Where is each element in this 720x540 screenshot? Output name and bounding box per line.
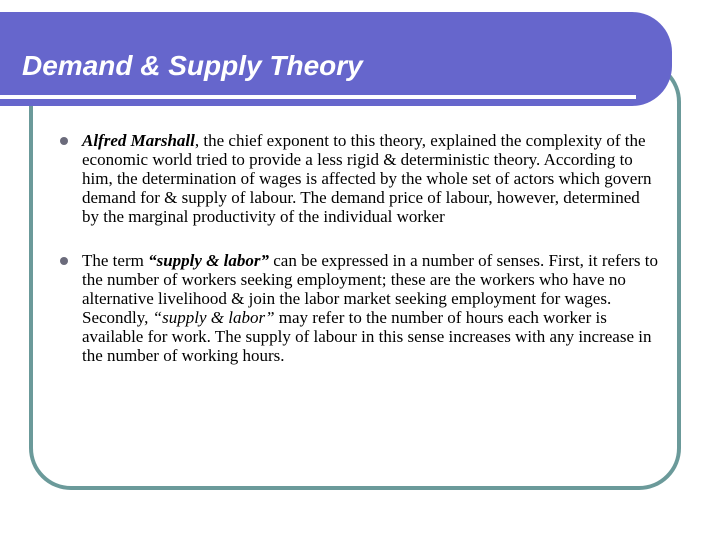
bullet-item-supply-labor: [60, 251, 660, 365]
bullet-dot-icon: [60, 257, 68, 265]
bullet-text-part-c: may refer to the number of hours each worker is available for work. The supply of labour in this sense increases with any increase in the number of working hours.: [82, 308, 652, 365]
bullet-item-marshall: [60, 131, 660, 226]
bullet-text: , the chief exponent to this theory, explained the complexity of the economic world tried to provide a less rigid & deterministic theory. According to him, the determination of wages is affected by the whole set of actors which govern demand for & supply of labour. The demand price of labour, however, determined by the marginal productivity of the individual worker: [82, 131, 652, 226]
bullet-text-part-b: can be expressed in a number of senses. First, it refers to the number of workers seeking employment; these are the workers who have no alternative livelihood & join the labor market seeking employment for wages. Secondly,: [82, 251, 658, 327]
bullet-text-part-a: The term: [82, 251, 149, 270]
bullet-dot-icon: [60, 137, 68, 145]
slide-title: Demand & Supply Theory: [22, 50, 363, 81]
term-bold: “supply & labor”: [148, 251, 269, 270]
bullet-list: [60, 131, 660, 365]
title-bar: [0, 12, 672, 106]
title-underline: [0, 95, 636, 99]
author-name: Alfred Marshall: [82, 131, 195, 150]
term-italic: “supply & labor”: [152, 308, 275, 327]
